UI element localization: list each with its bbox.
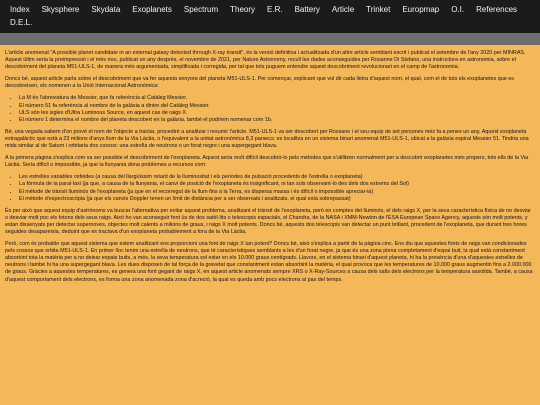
nav-battery[interactable]: Battery (294, 5, 320, 14)
methods-list (5, 174, 535, 202)
paragraph-discovery: A la primera pàgina s'explica com va ser possible el descobriment de l'exoplaneta. Aquest seria molt difícil descobrir-lo pels mètodes que s'utilitzen normalment per a descobrir exoplanetes més propers, tots ells de la Via Làctia. Seria difícil o impossible, ja que la llunyania dona problemes a recursos com: (5, 155, 529, 169)
paragraph-xray-sources: Però, com és probable que aquest sistema que estem analitzant ens proporcioni una font de raigs X tan potent? Doncs bé, això s'explica a partir de la pàgina cinc. Ens diu que aquestes fonts de raigs van condicionades pels cossos que orbita M51-ULS-1. En primer lloc tenim una estrella de neutrons, que té característiques semblants a les d'un forat negre, ja que és una zona plena completament d'espai buit, la qual està constantment absorbint tota la matèria per a no deixar espais buits, a més, la seva temperatura sol estar en els 10.000 graus centígrads. Llavors, en el sistema binari d'aquest planeta, hi ha la presència d'una d'aquestes estrelles de neutrons i també hi ha una supergegant blava. Les dues disposen de tal força de la gravetat que constantment estan absorbint la matèria, el qual provoca que les temperatures de 10.000 graus augmentin fins a 2.000.000 de graus. Gràcies a aquestes temperatures, es genera una font gegant de raigs X, en aquest article anomenats sempre XRS o X-Ray-Sources a causa dels salts dels electrons per la temperatura assolida. També, a causa d'aquest comportament dels electrons, es forma una zona anomenada zona d'acreció, la qual es queda amb pocs electrons al pas del temps. (5, 241, 533, 283)
nav-europmap[interactable]: Europmap (402, 5, 440, 14)
nav-exoplanets[interactable]: Exoplanets (132, 5, 172, 14)
paragraph-xray-transit: És per això que aquest equip d'astrònoms va buscar l'alternativa per evitar aquest problema, analitzant el trànsit de l'exoplaneta, però en comptes del lluminós, el dels raigs X, per la seva característica física de no desviar o desviar molt poc els fotons dels seus raigs. Això ho van aconseguir fent ús de dos satèl·lits o telescopis espacials, el Chandra, de la NASA i XMM-Newton de l'ESA European Space Agency, aquests són molt potents, y estan dissenyats per detectar supernoves, objectes molt calents a milions de graus, i raigs X molt potents. Doncs bé, aquests dos telescopis van detectar un punt brillant, procedent de l'exoplaneta, que durant tres hores seguides desapareixia, deduint que es tractava d'un exoplaneta probablement a fora de la Via Làctia. (5, 207, 531, 235)
list-item: • Les estrelles variables cefeides (a causa del llargüíssim retard de la lluminositat i els períodes de pulsació procedents de l'estrella o exoplaneta) (19, 174, 535, 181)
nav-del[interactable]: D.E.L. (10, 18, 33, 27)
paragraph-summary: Bé, una vegada sabem d'on prové el nom de l'objecte a tractar, procediré a analitzar i resumir l'article. M51-ULS-1 va ser descobert per Rossane i el seu equip de set persones més fa a penes un any. Aquest exoplaneta extragalàctic que està a 23 milions d'anys llum de la Via Làctia, o l'equivalent a la unitat astronòmica 8,3 parsecs: es localitza en un sistema binari anomenat M51-ULS-1, ubicat a la galàxia espiral Messier 51. Tindria una mida similar al de Saturn i orbitaria dos cossos: una estrella de neutrons o un forat negre i una supergegant blava. (5, 128, 529, 150)
paragraph-intro: L'article anomenat "A possible planet candidate in an external galaxy detected through X-ray transit", és la versió definitiva i actualitzada d'un altre article semblant escrit i publicat el setembre de l'any 2020 per MINRAS. Aquest últim seria la preimpressió i el més nou, publicat un any després, el novembre de 2021, per Nature Astronomy, recull les dades aconseguides per Rosanne Di Stefano, una instructora en astronomia, sobre el descobriment del planeta M51-ULS-1, de manera més argumentada, simplificada i corregida, per tal que tots puguem entendre aquest descobriment revolucionari en el camp de l'astronomia. (5, 50, 526, 71)
article-content (0, 45, 540, 284)
list-item: • El número 1 determina el nombre del planeta descobert en la galàxia, també el podríem nomenar com 1b. (19, 117, 535, 124)
list-item: • El mètode de trànsit lluminós de l'exoplaneta (ja que en el recorregut de la llum fins a la Terra, es dispersa massa i és difícil o impossible apreciar-la) (19, 189, 535, 196)
nav-skysphere[interactable]: Skysphere (41, 5, 80, 14)
nav-index[interactable]: Index (10, 5, 30, 14)
nav-article[interactable]: Article (331, 5, 355, 14)
header-band (0, 33, 540, 45)
paragraph-name-explanation: Doncs bé, aquest article parla sobre el descobriment que va fer aquesta senyora del planeta M51-ULS-1. Per començar, explicaré que vol dir cada lletra d'aquest nom, el qual, com el de tots els exoplanetes que es descobreixen, els nomenen a la Unió Internacional Astronòmica: (5, 76, 514, 90)
nav-spectrum[interactable]: Spectrum (183, 5, 219, 14)
name-parts-list (5, 95, 535, 123)
list-item: • ULS són les sigles d'Ultra Luminous Source, en aquest cas de raigs X. (19, 110, 535, 117)
top-navigation (0, 0, 540, 33)
list-item: • El mètode d'espectroscòpia (ja que els canvis Doppler tenen un límit de distància per a ser observats i analitzats, el qual està sobrepassat) (19, 196, 535, 203)
list-item: • La M és l'abreviatura de Messier, que fa referència al Catàleg Messier. (19, 95, 535, 102)
nav-oi[interactable]: O.I. (451, 5, 465, 14)
nav-skydata[interactable]: Skydata (91, 5, 121, 14)
nav-references[interactable]: References (476, 5, 518, 14)
nav-trinket[interactable]: Trinket (366, 5, 391, 14)
list-item: • El número 51 fa referència al nombre de la galàxia a dintre del Catàleg Messier. (19, 103, 535, 110)
nav-er[interactable]: E.R. (267, 5, 283, 14)
nav-theory[interactable]: Theory (230, 5, 256, 14)
list-item: • La fórmula de la paral·laxi (ja que, a causa de la llunyania, el canvi de posició de l'exoplaneta és insignificant, ni tan sols observant-lo des dels dos extrems del Sol) (19, 181, 535, 188)
